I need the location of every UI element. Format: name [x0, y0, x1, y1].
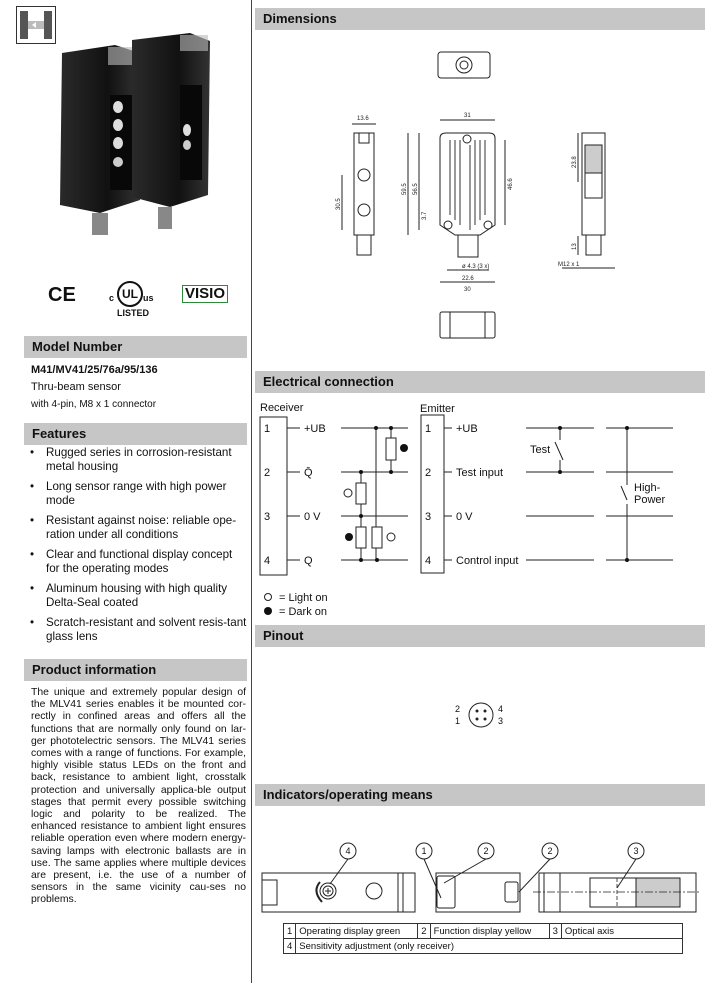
- pin-label: 1: [455, 716, 461, 726]
- emitter-signal: +UB: [456, 423, 478, 435]
- model-number-header: Model Number: [24, 336, 247, 358]
- emitter-signal: Control input: [456, 555, 519, 567]
- ul-logo: UL: [117, 281, 143, 307]
- ce-mark: CE: [48, 284, 76, 306]
- dark-on-marker: [400, 444, 408, 452]
- indicators-header: Indicators/operating means: [255, 784, 705, 806]
- feature-item: • Clear and functional display concept for the operating modes: [22, 548, 247, 576]
- dim-22-6: 22.6: [462, 276, 474, 282]
- callout-3: 3: [633, 846, 639, 856]
- dim-thread: M12 x 1: [558, 262, 580, 268]
- light-on-marker: [344, 489, 352, 497]
- emitter-title: Emitter: [420, 403, 455, 415]
- receiver-pin-2: 2: [264, 467, 271, 479]
- receiver-signal: Q̄: [304, 467, 313, 479]
- pin-label: 3: [498, 716, 504, 726]
- dim-hole: ø 4.3 (3 x): [462, 264, 490, 270]
- test-switch-label: Test: [530, 444, 551, 456]
- dim-13: 13: [572, 243, 578, 250]
- indicators-drawing: [262, 843, 700, 912]
- dim-3-7: 3.7: [422, 211, 428, 220]
- emitter-pin-2: 2: [425, 467, 432, 479]
- ul-us: us: [143, 293, 154, 303]
- emitter-pin-1: 1: [425, 423, 432, 435]
- feature-item: • Resistant against noise: reliable ope-ration under all conditions: [22, 514, 247, 542]
- pinout-header: Pinout: [255, 625, 705, 647]
- table-cell-text: Function display yellow: [430, 924, 549, 939]
- dim-56-5: 56.5: [413, 183, 419, 195]
- table-cell-text: Operating display green: [296, 924, 418, 939]
- feature-item: • Rugged series in corrosion-resistant metal housing: [22, 446, 247, 474]
- light-on-marker: [387, 533, 395, 541]
- wiring-diagram: [260, 402, 673, 618]
- feature-item: • Long sensor range with high power mode: [22, 480, 247, 508]
- table-row: [284, 939, 683, 954]
- features-header: Features: [24, 423, 247, 445]
- pin-label: 2: [455, 704, 461, 714]
- feature-item: • Scratch-resistant and solvent resis-tant glass lens: [22, 616, 247, 644]
- connector-type: with 4-pin, M8 x 1 connector: [31, 399, 157, 410]
- table-cell-num: 1: [284, 924, 296, 939]
- table-cell-num: 3: [549, 924, 561, 939]
- emitter-signal: Test input: [456, 467, 504, 479]
- emitter-signal: 0 V: [456, 511, 473, 523]
- electrical-connection-header: Electrical connection: [255, 371, 705, 393]
- ul-c: c: [109, 293, 115, 303]
- receiver-pin-4: 4: [264, 555, 271, 567]
- dimension-drawing: [336, 52, 615, 338]
- table-row: [284, 924, 683, 939]
- indicators-legend-table: [283, 923, 683, 954]
- pin-label: 4: [498, 704, 504, 714]
- dim-30: 30: [464, 287, 471, 293]
- light-on-legend-icon: [265, 594, 272, 601]
- receiver-signal: 0 V: [304, 511, 321, 523]
- dim-59-5: 59.5: [402, 183, 408, 195]
- callout-4: 4: [345, 846, 351, 856]
- product-information-text: The unique and extremely popular design of the MLV41 series enables it be mounted cor-rectly in confined areas and offers all the functions that are normally only found on lar-ger phototelectric sensors. The MLV41 series comes with a range of functions. For example, highly visible status LEDs on the front and back, resistance to ambient light, crosstalk protection and universally applica-ble output stages that permit every possible switching logic and polarity to be realized. The enhanced resistance to ambient light ensures reliable operation even where modern energy-saving lamps with electronic ballasts are in use. The same applies where multiple devices are present, i.e. the use of a number of sensors in the same vicinity cau-ses no problems.: [31, 687, 246, 906]
- pinout-diagram: [455, 703, 503, 727]
- table-cell-text: Sensitivity adjustment (only receiver): [296, 939, 683, 954]
- dark-on-legend-icon: [264, 607, 272, 615]
- dark-on-marker: [345, 533, 353, 541]
- dimensions-header: Dimensions: [255, 8, 705, 30]
- dim-23-8: 23.8: [572, 156, 578, 168]
- table-cell-num: 4: [284, 939, 296, 954]
- legend-light-on: = Light on: [279, 592, 328, 604]
- receiver-pin-3: 3: [264, 511, 271, 523]
- callout-2: 2: [547, 846, 553, 856]
- callout-2: 2: [483, 846, 489, 856]
- high-power-label: Power: [634, 494, 666, 506]
- sensor-type: Thru-beam sensor: [31, 381, 121, 393]
- feature-item: • Aluminum housing with high quality Delta-Seal coated: [22, 582, 247, 610]
- emitter-pin-4: 4: [425, 555, 432, 567]
- receiver-signal: +UB: [304, 423, 326, 435]
- dim-31: 31: [464, 113, 471, 119]
- callout-1: 1: [421, 846, 427, 856]
- high-power-label: High-: [634, 482, 661, 494]
- receiver-pin-1: 1: [264, 423, 271, 435]
- product-information-header: Product information: [24, 659, 247, 681]
- receiver-title: Receiver: [260, 402, 304, 414]
- ul-listed: LISTED: [117, 308, 150, 318]
- receiver-signal: Q: [304, 555, 313, 567]
- visio-logo: VISIO: [182, 285, 228, 303]
- model-number: M41/MV41/25/76a/95/136: [31, 364, 158, 376]
- emitter-pin-3: 3: [425, 511, 432, 523]
- table-cell-num: 2: [418, 924, 430, 939]
- dim-46-6: 46.6: [508, 178, 514, 190]
- dim-30-5: 30.5: [336, 198, 342, 210]
- dim-13-6: 13.6: [357, 116, 369, 122]
- table-cell-text: Optical axis: [561, 924, 682, 939]
- legend-dark-on: = Dark on: [279, 606, 327, 618]
